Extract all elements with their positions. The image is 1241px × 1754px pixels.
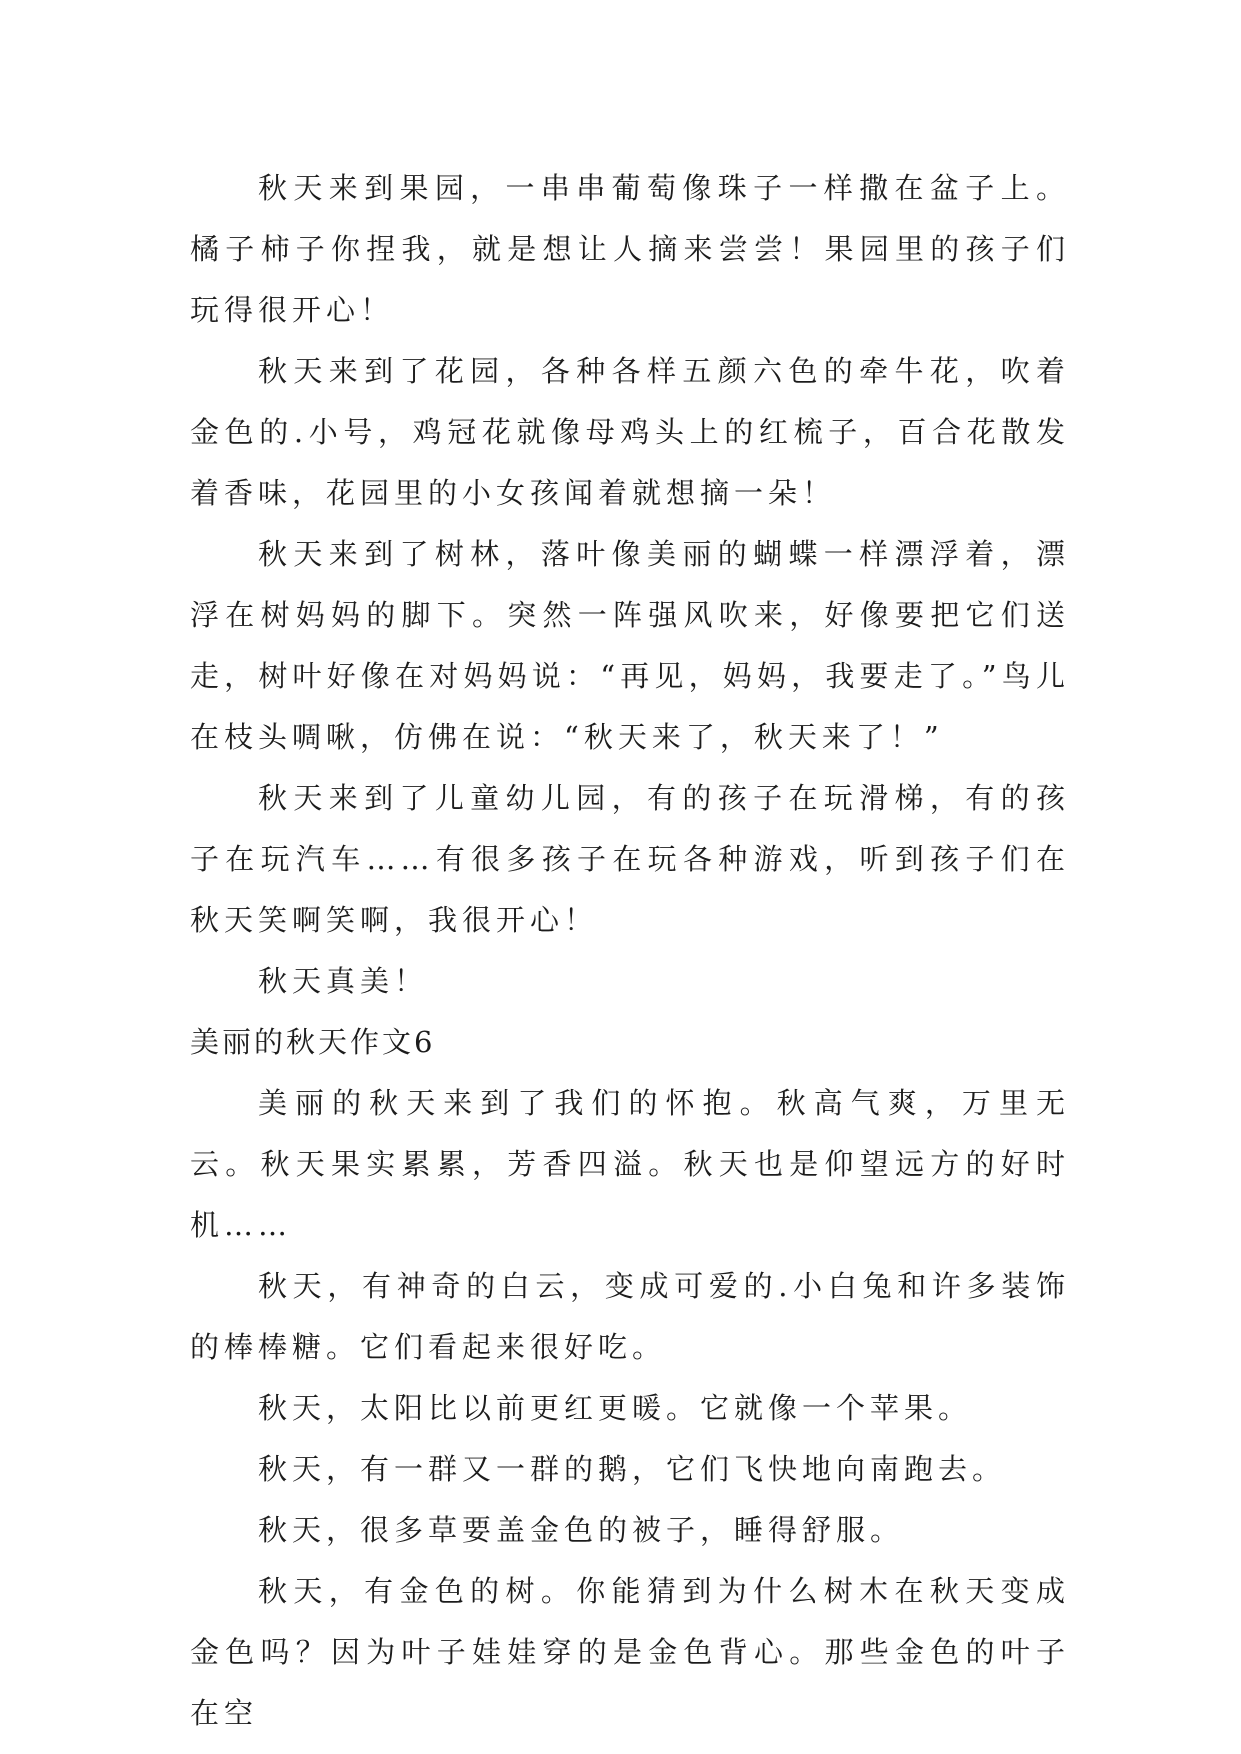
paragraph-orchard: 秋天来到果园，一串串葡萄像珠子一样撒在盆子上。橘子柿子你捏我，就是想让人摘来尝尝！果园里的孩子们玩得很开心！ [190,171,1070,327]
paragraph-geese: 秋天，有一群又一群的鹅，它们飞快地向南跑去。 [258,1452,1007,1486]
paragraph-grass: 秋天，很多草要盖金色的被子，睡得舒服。 [258,1513,905,1547]
paragraph-golden-trees: 秋天，有金色的树。你能猜到为什么树木在秋天变成金色吗？因为叶子娃娃穿的是金色背心。那些金色的叶子在空 [190,1574,1070,1730]
paragraph-intro: 美丽的秋天来到了我们的怀抱。秋高气爽，万里无云。秋天果实累累，芳香四溢。秋天也是仰望远方的好时机…… [190,1086,1070,1242]
essay-heading: 美丽的秋天作文6 [190,1025,436,1059]
paragraph-forest: 秋天来到了树林，落叶像美丽的蝴蝶一样漂浮着，漂浮在树妈妈的脚下。突然一阵强风吹来，好像要把它们送走，树叶好像在对妈妈说：“再见，妈妈，我要走了。”鸟儿在枝头啁啾，仿佛在说：“秋天来了，秋天来了！” [190,537,1070,754]
paragraph-clouds: 秋天，有神奇的白云，变成可爱的.小白兔和许多装饰的棒棒糖。它们看起来很好吃。 [190,1269,1070,1364]
paragraph-garden: 秋天来到了花园，各种各样五颜六色的牵牛花，吹着金色的.小号，鸡冠花就像母鸡头上的红梳子，百合花散发着香味，花园里的小女孩闻着就想摘一朵！ [190,354,1070,510]
paragraph-autumn-beautiful: 秋天真美！ [258,964,429,998]
paragraph-kindergarten: 秋天来到了儿童幼儿园，有的孩子在玩滑梯，有的孩子在玩汽车……有很多孩子在玩各种游戏，听到孩子们在秋天笑啊笑啊，我很开心！ [190,781,1070,937]
paragraph-sun: 秋天，太阳比以前更红更暖。它就像一个苹果。 [258,1391,973,1425]
document-body [190,158,1070,1744]
